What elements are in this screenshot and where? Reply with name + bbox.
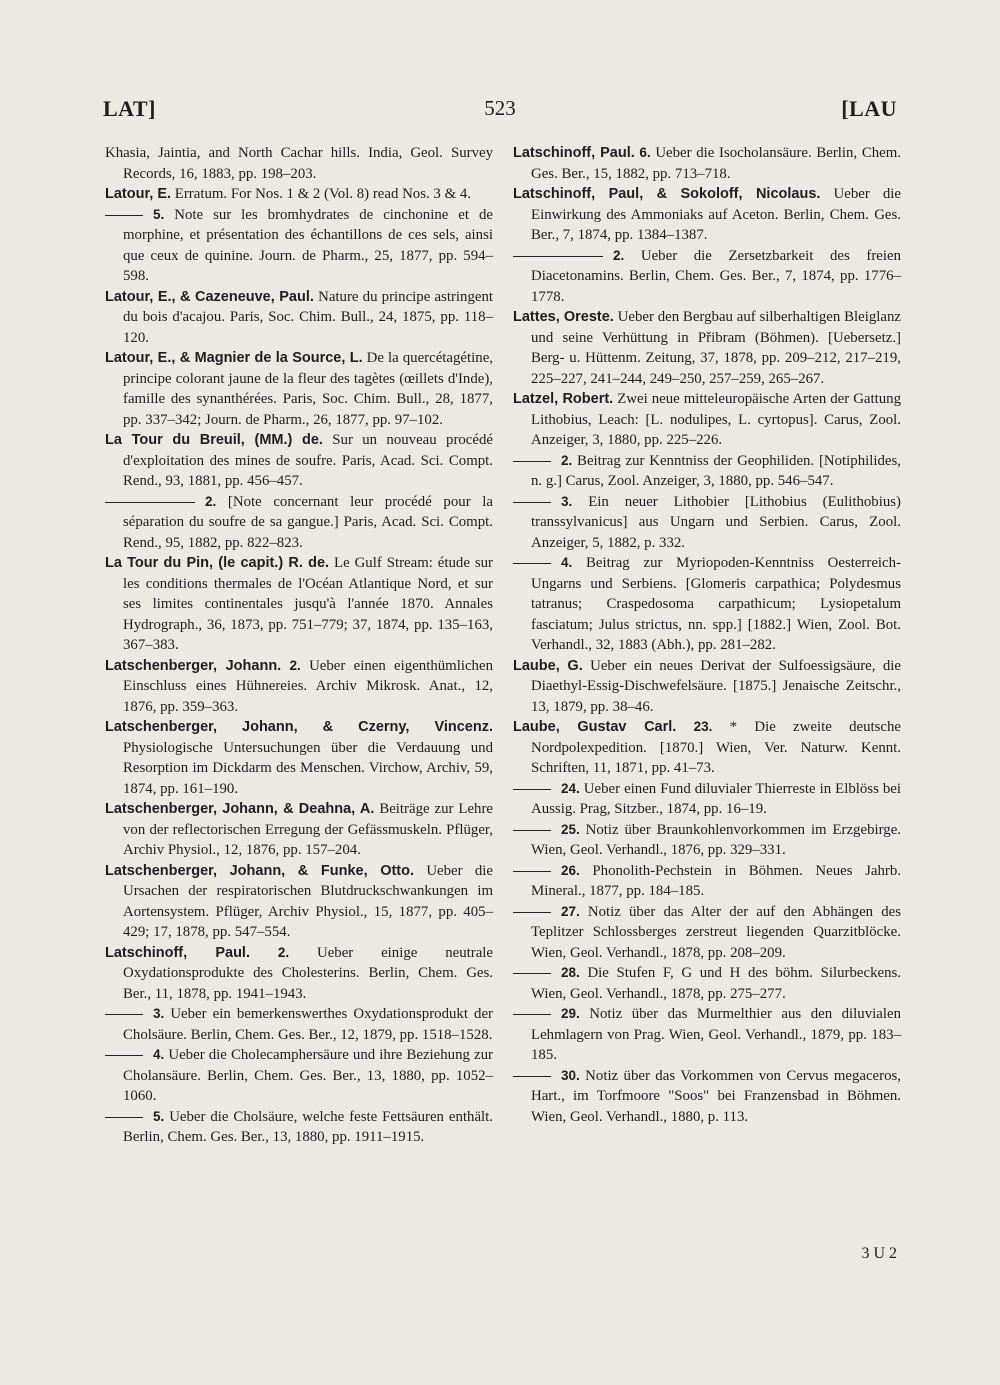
ditto-rule	[105, 215, 143, 216]
entry-author: La Tour du Pin, (le capit.) R. de.	[105, 555, 330, 571]
bibliography-entry	[105, 1107, 493, 1148]
entry-text: Erratum. For Nos. 1 & 2 (Vol. 8) read Nos. 3 & 4.	[174, 186, 471, 202]
bibliography-entry	[513, 902, 901, 964]
bibliography-entry	[105, 430, 493, 492]
entry-text: Nature du principe astringent du bois d'acajou. Paris, Soc. Chim. Bull., 24, 1875, pp. 118–120.	[123, 288, 493, 346]
entry-text: Note sur les bromhydrates de cinchonine et de morphine, et présentation des échantillons de ces sels, ainsi que ceux de quinine. Journ. de Pharm., 25, 1877, pp. 594–598.	[123, 206, 494, 284]
entry-text: Ueber die Zersetzbarkeit des freien Diacetonamins. Berlin, Chem. Ges. Ber., 7, 1874, pp. 1776–1778.	[531, 247, 901, 305]
bibliography-entry	[105, 184, 493, 205]
entry-text: Ueber die Cholsäure, welche feste Fettsäuren enthält. Berlin, Chem. Ges. Ber., 13, 1880, pp. 1911–1915.	[123, 1108, 493, 1145]
bibliography-entry	[105, 799, 493, 861]
right-column	[513, 143, 901, 1127]
bibliography-entry	[105, 287, 493, 349]
entry-text: * Die zweite deutsche Nordpolexpedition. [1870.] Wien, Ver. Naturw. Kennt. Schriften, 11, 1871, pp. 41–73.	[531, 719, 901, 776]
bibliography-entry	[105, 492, 493, 554]
entry-author: Laube, G.	[513, 657, 583, 674]
running-head-left: LAT]	[103, 96, 156, 121]
entry-number: 2.	[277, 944, 290, 960]
entry-number: 26.	[561, 862, 580, 878]
entry-text: Zwei neue mitteleuropäische Arten der Gattung Lithobius, Leach: [L. nodulipes, L. cyrtopus]. Carus, Zool. Anzeiger, 3, 1880, pp. 225–226.	[531, 391, 902, 448]
entry-text: Ueber die Isocholansäure. Berlin, Chem. Ges. Ber., 15, 1882, pp. 713–718.	[531, 145, 901, 182]
running-head-right: [LAU	[841, 96, 897, 121]
bibliography-entry	[513, 307, 901, 389]
entry-author: Latour, E., & Magnier de la Source, L.	[105, 350, 363, 366]
entry-text: Ueber die Einwirkung des Ammoniaks auf Aceton. Berlin, Chem. Ges. Ber., 7, 1874, pp. 1384–1387.	[531, 186, 902, 243]
entry-author: Latschenberger, Johann, & Czerny, Vincenz.	[105, 719, 493, 735]
entry-text: Notiz über das Vorkommen von Cervus megaceros, Hart., im Torfmoore "Soos" bei Franzensbad in Böhmen. Wien, Geol. Verhandl., 1880, p. 113.	[531, 1067, 901, 1125]
bibliography-entry	[513, 861, 901, 902]
page-number: 523	[484, 96, 516, 120]
entry-text: De la quercétagétine, principe colorant jaune de la fleur des tagètes (œillets d'Inde), famille des synanthérées. Paris, Soc. Chim. Bull., 28, 1877, pp. 337–342; Journ. de Pharm., 26, 1877, pp. 97–102.	[123, 350, 493, 428]
entry-text: Notiz über das Murmelthier aus den diluvialen Lehmlagern von Prag. Wien, Geol. Verhandl., 1879, pp. 183–185.	[531, 1006, 901, 1063]
entry-text: Beitrag zur Kenntniss der Geophiliden. [Notiphilides, n. g.] Carus, Zool. Anzeiger, 3, 1880, pp. 546–547.	[531, 452, 901, 489]
entry-text: Le Gulf Stream: étude sur les conditions thermales de l'Océan Atlantique Nord, et sur ses limites continentales jusqu'à l'année 1870. Annales Hydrograph., 36, 1873, pp. 751–779; 37, 1874, pp. 135–163, 367–383.	[123, 555, 493, 653]
bibliography-entry	[105, 656, 493, 718]
entry-author: Latschinoff, Paul, & Sokoloff, Nicolaus.	[513, 186, 821, 202]
page-header	[0, 92, 1000, 128]
bibliography-entry	[513, 143, 901, 184]
ditto-rule	[513, 1014, 551, 1015]
ditto-rule	[513, 461, 551, 462]
entry-text: Ueber den Bergbau auf silberhaltigen Bleiglanz und seine Verhüttung in Přibram (Böhmen). [Uebersetz.] Berg- u. Hüttenm. Zeitung, 37, 1878, pp. 209–212, 217–219, 225–227, 241–244, 249–250, 257–259, 265–267.	[531, 309, 901, 387]
entry-number: 2.	[205, 493, 217, 509]
bibliography-entry	[513, 779, 901, 820]
bibliography-entry	[513, 184, 901, 246]
entry-text: Ueber einige neutrale Oxydationsprodukte des Cholesterins. Berlin, Chem. Ges. Ber., 11, 1878, pp. 1941–1943.	[123, 944, 493, 1002]
bibliography-entry	[513, 246, 901, 308]
entry-author: La Tour du Breuil, (MM.) de.	[105, 432, 323, 448]
entry-author: Latschinoff, Paul.	[105, 944, 250, 961]
entry-author: Latschenberger, Johann.	[105, 657, 282, 674]
entry-text: Ueber die Ursachen der respiratorischen Blutdruckschwankungen im Aortensystem. Pflüger, Archiv Physiol., 15, 1877, pp. 405–429; 17, 1878, pp. 547–554.	[123, 862, 493, 940]
bibliography-entry	[513, 451, 901, 492]
ditto-rule	[513, 830, 551, 831]
entry-number: 2.	[561, 452, 573, 468]
entry-text: Die Stufen F, G und H des böhm. Silurbeckens. Wien, Geol. Verhandl., 1878, pp. 275–277.	[531, 965, 901, 1002]
entry-text: Ueber einen eigenthümlichen Einschluss eines Hühnereies. Archiv Mikrosk. Anat., 12, 1876, pp. 359–363.	[123, 657, 493, 715]
bibliography-entry	[105, 1045, 493, 1107]
entry-author: Latzel, Robert.	[513, 391, 614, 407]
ditto-rule	[105, 1055, 143, 1056]
entry-text: Beitrag zur Myriopoden-Kenntniss Oesterreich-Ungarns und Serbiens. [Glomeris carpathica; Polydesmus tatranus; Craspedosoma carpathicum; Lysiopetalum fasciatum; Julus strictus, nn. spp.] [1882.] Wien, Zool. Bot. Verhandl., 32, 1883 (Abh.), pp. 281–282.	[531, 555, 901, 653]
entry-text: Ein neuer Lithobier [Lithobius (Eulithobius) transsylvanicus] aus Ungarn und Serbien. Carus, Zool. Anzeiger, 5, 1882, p. 332.	[531, 493, 901, 551]
entry-author: Latschenberger, Johann, & Deahna, A.	[105, 801, 375, 817]
entry-number: 2.	[289, 657, 301, 673]
entry-number: 24.	[561, 780, 580, 796]
ditto-rule	[513, 256, 603, 257]
entry-text: Sur un nouveau procédé d'exploitation des mines de soufre. Paris, Acad. Sci. Compt. Rend., 93, 1881, pp. 456–457.	[123, 432, 493, 489]
entry-number: 5.	[153, 1108, 165, 1124]
entry-number: 28.	[561, 965, 580, 980]
entry-number: 23.	[693, 719, 713, 734]
ditto-rule	[513, 871, 551, 872]
ditto-rule	[513, 789, 551, 790]
bibliography-entry	[105, 1004, 493, 1045]
left-column	[105, 143, 493, 1148]
bibliography-entry	[513, 963, 901, 1004]
entry-text: Beiträge zur Lehre von der reflectorischen Erregung der Gefässmuskeln. Pflüger, Archiv Physiol., 12, 1876, pp. 157–204.	[123, 801, 493, 858]
bibliography-entry	[513, 553, 901, 656]
bibliography-entry	[105, 348, 493, 430]
entry-text: Ueber ein bemerkenswerthes Oxydationsprodukt der Cholsäure. Berlin, Chem. Ges. Ber., 12, 1879, pp. 1518–1528.	[123, 1006, 493, 1043]
entry-text: [Note concernant leur procédé pour la séparation du soufre de sa gangue.] Paris, Acad. Sci. Compt. Rend., 95, 1882, pp. 822–823.	[123, 493, 493, 551]
entry-author: Lattes, Oreste.	[513, 309, 614, 325]
ditto-rule	[513, 502, 551, 503]
ditto-rule	[105, 1117, 143, 1118]
entry-author: Latour, E., & Cazeneuve, Paul.	[105, 288, 314, 305]
entry-text: Phonolith-Pechstein in Böhmen. Neues Jahrb. Mineral., 1877, pp. 184–185.	[531, 862, 901, 899]
entry-number: 5.	[153, 206, 165, 222]
bibliography-entry	[513, 492, 901, 554]
entry-text: Notiz über Braunkohlenvorkommen im Erzgebirge. Wien, Geol. Verhandl., 1876, pp. 329–331.	[531, 821, 902, 858]
ditto-rule	[513, 1076, 551, 1077]
bibliography-entry	[513, 717, 901, 779]
entry-author: Latschinoff, Paul.	[513, 145, 635, 161]
bibliography-entry	[105, 143, 493, 184]
ditto-rule	[513, 973, 551, 974]
entry-number: 25.	[561, 821, 580, 837]
ditto-rule	[105, 502, 195, 503]
entry-number: 29.	[561, 1006, 580, 1021]
entry-text: Notiz über das Alter der auf den Abhängen des Teplitzer Schlossberges zerstreut liegenden Quarzitblöcke. Wien, Geol. Verhandl., 1878, pp. 208–209.	[531, 903, 901, 961]
bibliography-entry	[513, 1004, 901, 1066]
entry-number: 4.	[153, 1047, 165, 1062]
entry-number: 6.	[639, 145, 651, 160]
entry-text: Khasia, Jaintia, and North Cachar hills. India, Geol. Survey Records, 16, 1883, pp. 198–203.	[105, 145, 493, 182]
bibliography-entry	[105, 717, 493, 799]
entry-number: 3.	[561, 493, 573, 509]
bibliography-entry	[105, 205, 493, 287]
ditto-rule	[513, 563, 551, 564]
signature-mark: 3 U 2	[861, 1245, 897, 1262]
entry-number: 4.	[561, 555, 573, 570]
entry-author: Latour, E.	[105, 186, 172, 202]
bibliography-entry	[513, 656, 901, 718]
entry-author: Laube, Gustav Carl.	[513, 719, 677, 735]
entry-text: Ueber die Cholecamphersäure und ihre Beziehung zur Cholansäure. Berlin, Chem. Ges. Ber., 13, 1880, pp. 1052–1060.	[123, 1047, 493, 1104]
entry-text: Physiologische Untersuchungen über die Verdauung und Resorption im Dickdarm des Menschen. Virchow, Archiv, 59, 1874, pp. 161–190.	[123, 739, 493, 797]
ditto-rule	[105, 1014, 143, 1015]
entry-number: 30.	[561, 1067, 580, 1083]
entry-number: 3.	[153, 1006, 165, 1021]
bibliography-entry	[513, 1066, 901, 1128]
entry-text: Ueber einen Fund diluvialer Thierreste in Elblöss bei Aussig. Prag, Sitzber., 1874, pp. 16–19.	[531, 780, 901, 817]
bibliography-entry	[513, 820, 901, 861]
bibliography-entry	[105, 553, 493, 656]
ditto-rule	[513, 912, 551, 913]
bibliography-entry	[105, 943, 493, 1005]
bibliography-entry	[105, 861, 493, 943]
entry-author: Latschenberger, Johann, & Funke, Otto.	[105, 862, 415, 879]
entry-number: 27.	[561, 903, 580, 919]
bibliography-entry	[513, 389, 901, 451]
entry-text: Ueber ein neues Derivat der Sulfoessigsäure, die Diaethyl-Essig-Dischwefelsäure. [1875.] Jenaische Zeitschr., 13, 1879, pp. 38–46.	[531, 657, 901, 715]
entry-number: 2.	[613, 247, 625, 263]
